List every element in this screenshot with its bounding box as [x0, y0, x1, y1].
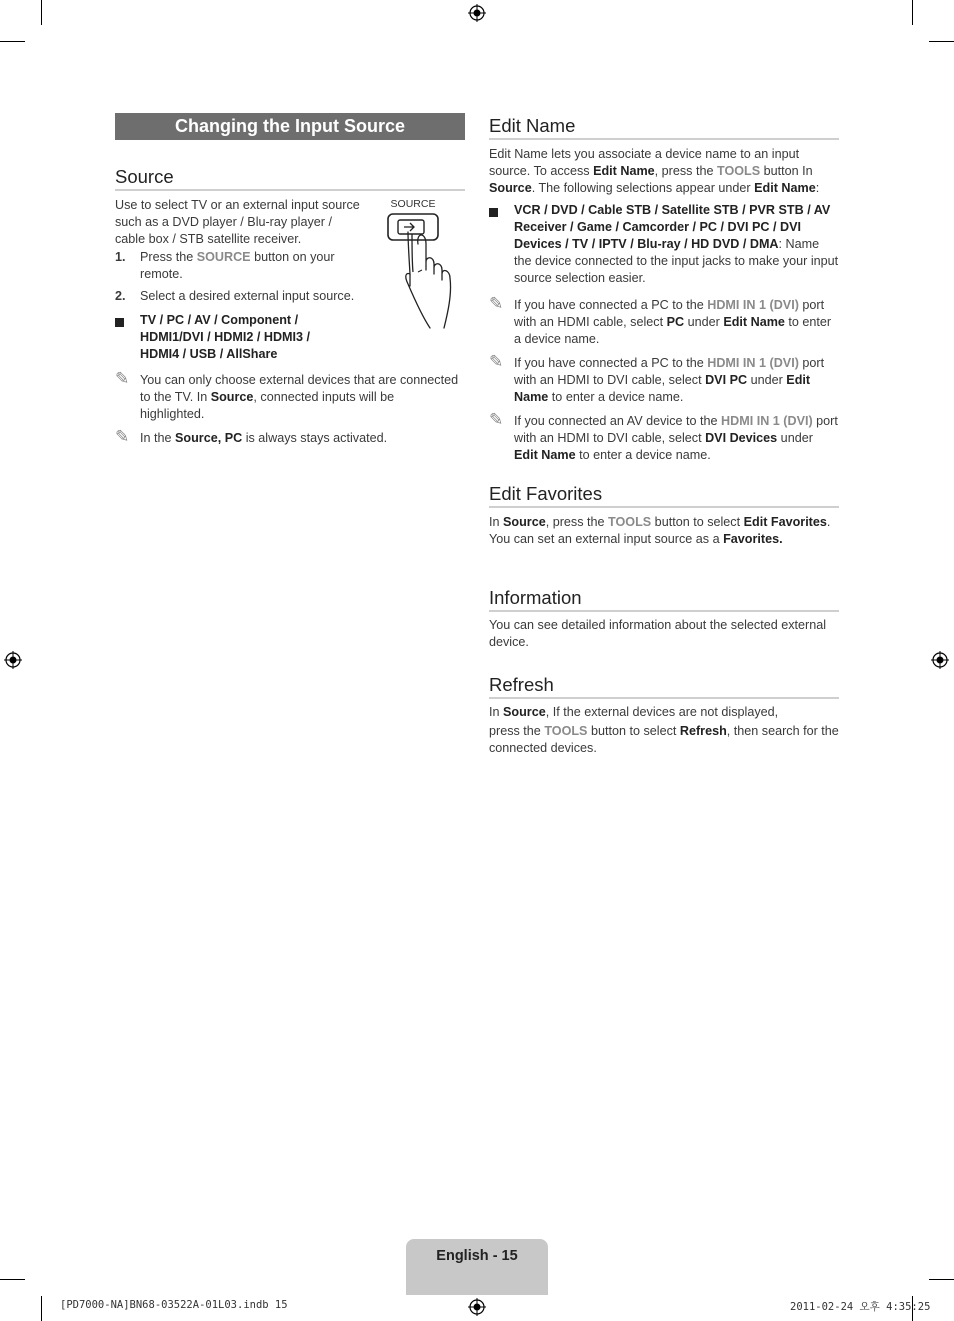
text: to enter a device name.: [548, 390, 684, 404]
refresh-line-1: [489, 704, 839, 721]
source-notes: [115, 369, 460, 447]
source-input-list-text: TV / PC / AV / Component / HDMI1/DVI / HDMI2 / HDMI3 / HDMI4 / USB / AllShare: [140, 313, 311, 361]
text: port with an HDMI to DVI cable, select: [514, 414, 838, 445]
note-bold: Source: [210, 390, 254, 404]
step-2: [115, 288, 365, 305]
page-title: Changing the Input Source: [115, 113, 465, 140]
source-intro: [115, 197, 360, 248]
bold: Edit Favorites: [743, 515, 827, 529]
port-name: HDMI IN 1 (DVI): [707, 298, 799, 312]
text: In: [489, 515, 504, 529]
source-list: [115, 312, 345, 363]
text: under: [684, 315, 724, 329]
bold: Edit Name: [514, 373, 811, 404]
hand-pressing-source-button-icon: [382, 212, 468, 330]
edit-favorites-body: [489, 514, 839, 548]
bullet-square-icon: [489, 208, 498, 217]
text: If you connected an AV device to the: [514, 414, 722, 428]
text: , press the: [545, 515, 609, 529]
pencil-note-icon: ✎: [489, 410, 504, 429]
text: under: [747, 373, 787, 387]
refresh-body: [489, 704, 839, 757]
note: [489, 352, 839, 406]
text: If you have connected a PC to the: [514, 356, 708, 370]
bold: Source: [503, 515, 546, 529]
note-text: You can only choose external devices that are connected to the TV. In: [140, 373, 459, 404]
registration-mark-icon: [931, 651, 949, 669]
information-body: [489, 617, 839, 651]
bold: Source: [503, 705, 546, 719]
text: to enter a device name.: [575, 448, 711, 462]
source-intro-text: Use to select TV or an external input source such as a DVD player / Blu-ray player / cable box / STB satellite receiver.: [115, 198, 360, 246]
bold: DVI Devices: [705, 431, 778, 445]
text: , press the: [654, 164, 717, 178]
pencil-note-icon: ✎: [489, 352, 504, 371]
crop-mark: [929, 41, 954, 42]
bullet-square-icon: [115, 318, 124, 327]
edit-name-intro: [489, 146, 839, 197]
bold: Favorites.: [723, 532, 783, 546]
source-steps: [115, 249, 365, 305]
crop-mark: [0, 41, 25, 42]
step-1: [115, 249, 365, 283]
bold: Edit Name: [754, 181, 816, 195]
edit-favorites-text: [489, 514, 839, 548]
text: button to select: [651, 515, 744, 529]
note: [115, 369, 460, 423]
section-heading-edit-name: Edit Name: [489, 115, 839, 140]
note: [489, 410, 839, 464]
bold: DVI PC: [705, 373, 748, 387]
refresh-line-2: [489, 723, 839, 757]
text: under: [777, 431, 813, 445]
print-date-info: 2011-02-24 오후 4:35:25: [790, 1301, 931, 1313]
crop-mark: [41, 1296, 42, 1321]
note-text: In the: [140, 431, 176, 445]
crop-mark: [0, 1279, 25, 1280]
text: :: [815, 181, 820, 195]
tools-key-name: TOOLS: [544, 724, 588, 738]
note-bold: Source, PC: [175, 431, 243, 445]
text: Edit Name lets you associate a device name to an input source. To access: [489, 147, 800, 178]
text: port with an HDMI cable, select: [514, 298, 825, 329]
edit-name-device-list: [489, 202, 839, 287]
bold: PC: [666, 315, 685, 329]
registration-mark-icon: [468, 4, 486, 22]
text: port with an HDMI to DVI cable, select: [514, 356, 825, 387]
source-key-name: SOURCE: [196, 250, 251, 264]
tools-key-name: TOOLS: [608, 515, 652, 529]
remote-illustration: [382, 198, 468, 330]
device-list-text: VCR / DVD / Cable STB / Satellite STB / PVR STB / AV Receiver / Game / Camcorder / PC / DVI PC / DVI Devices / TV / IPTV / Blu-ray / HD DVD / DMA: [514, 203, 831, 251]
text: , If the external devices are not displayed,: [545, 705, 779, 719]
pencil-note-icon: ✎: [115, 427, 130, 446]
text: . The following selections appear under: [531, 181, 755, 195]
note: [489, 294, 839, 348]
text: button to select: [587, 724, 680, 738]
text: to enter a device name.: [514, 315, 832, 346]
registration-mark-icon: [468, 1298, 486, 1316]
print-file-info: [PD7000-NA]BN68-03522A-01L03.indb 15: [60, 1299, 288, 1311]
crop-mark: [41, 0, 42, 25]
text: In: [489, 705, 504, 719]
step-number: 1.: [115, 250, 126, 264]
crop-mark: [912, 0, 913, 25]
section-heading-refresh: Refresh: [489, 674, 839, 699]
text: , then search for the connected devices.: [489, 724, 839, 755]
note: [115, 427, 460, 447]
page-number: English - 15: [436, 1248, 518, 1264]
bold: Edit Name: [723, 315, 785, 329]
crop-mark: [929, 1279, 954, 1280]
pencil-note-icon: ✎: [115, 369, 130, 388]
step-text: Press the: [140, 250, 197, 264]
registration-mark-icon: [4, 651, 22, 669]
step-text: Select a desired external input source.: [140, 289, 355, 303]
step-text: button on your remote.: [140, 250, 335, 281]
section-heading-information: Information: [489, 587, 839, 612]
text: . You can set an external input source as a: [489, 515, 831, 546]
source-input-list: [115, 312, 345, 363]
remote-source-label: SOURCE: [390, 198, 436, 210]
tools-key-name: TOOLS: [716, 164, 761, 178]
port-name: HDMI IN 1 (DVI): [721, 414, 813, 428]
edit-name-body: [489, 146, 839, 464]
text: : Name the device connected to the input jacks to make your input source selection easier.: [514, 237, 839, 285]
text: press the: [489, 724, 545, 738]
section-heading-edit-favorites: Edit Favorites: [489, 483, 839, 508]
bold: Refresh: [679, 724, 727, 738]
page-number-tab: [406, 1239, 548, 1295]
note-text: , connected inputs will be highlighted.: [140, 390, 395, 421]
step-number: 2.: [115, 289, 126, 303]
port-name: HDMI IN 1 (DVI): [707, 356, 799, 370]
note-text: is always stays activated.: [242, 431, 388, 445]
section-heading-source: Source: [115, 166, 465, 191]
text: button In: [760, 164, 813, 178]
pencil-note-icon: ✎: [489, 294, 504, 313]
bold: Source: [489, 181, 532, 195]
bold: Edit Name: [514, 448, 576, 462]
bold: Edit Name: [593, 164, 655, 178]
text: If you have connected a PC to the: [514, 298, 708, 312]
information-text: You can see detailed information about the selected external device.: [489, 618, 826, 649]
